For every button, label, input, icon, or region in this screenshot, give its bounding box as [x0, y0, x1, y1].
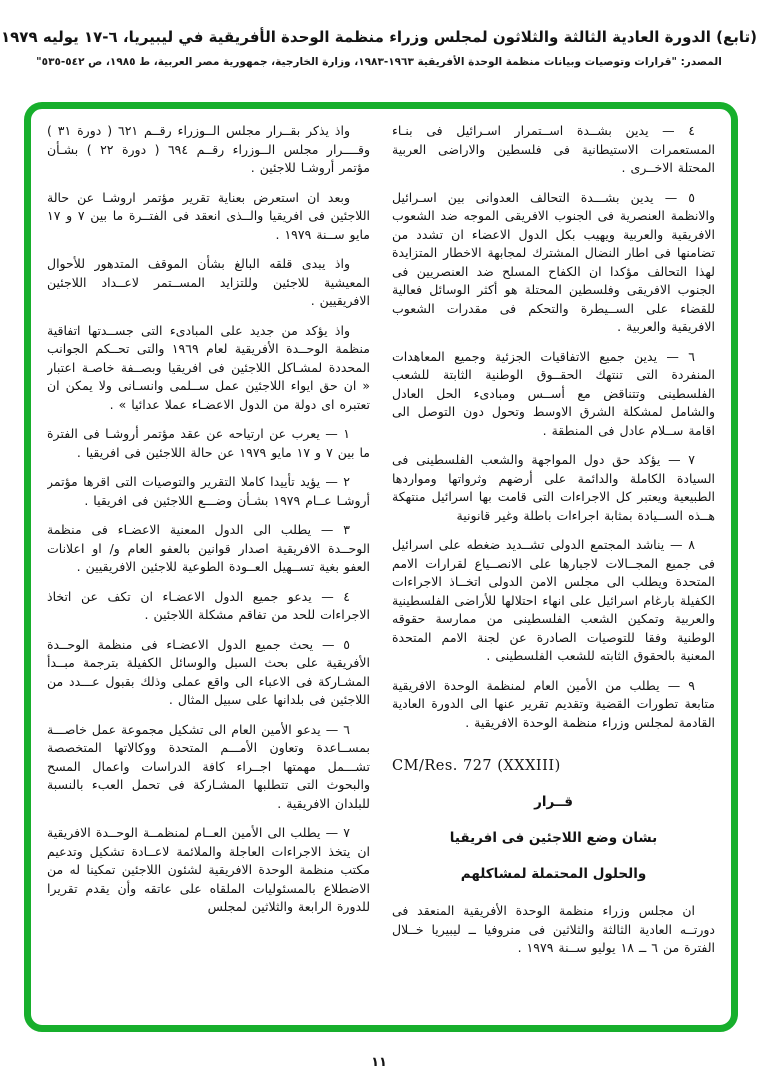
operative-3: ٣ — يطلب الى الدول المعنية الاعضـاء فى منظمة الوحــدة الافريقية اصدار قوانين بالعفو العام و/ او اعلانات العفو بغية تســهيل العــودة الطوعية للاجئين الافريقيين .	[47, 522, 370, 574]
resolution-heading-3: والحلول المحتملة لمشاكلهم	[460, 866, 647, 882]
green-frame	[24, 102, 738, 1032]
header-source-line: المصدر: "قرارات وتوصيات وبيانات منظمة الوحدة الأفريقية ١٩٦٣-١٩٨٣، وزارة الخارجية، جمهورية مصر العربية، ط ١٩٨٥، ص ٥٤٢-٥٣٥"	[36, 56, 722, 68]
paragraph-9: ٩ — يطلب من الأمين العام لمنظمة الوحدة الافريقية متابعة تطورات القضية وتقديم تقرير عنها الى الدورة العادية القادمة لمجلس وزراء منظمة الوحدة الافريقية .	[392, 677, 715, 730]
two-column-layout	[47, 122, 715, 1015]
page-number: ١١	[371, 1055, 387, 1070]
resolution-intro: ان مجلس وزراء منظمة الوحدة الأفريقية المنعقد فى دورتــه العادية الثالثة والثلاثين فى منروفيا ــ ليبيريا خــلال الفترة من ٦ ــ ١٨ يوليو ســنة ١٩٧٩ .	[392, 903, 715, 955]
operative-5: ٥ — يحث جميع الدول الاعضـاء فى منظمة الوحــدة الأفريقية على بحث السبل والوسائل الكفيلة بترجمة مبــدأ المشـاركة فى الاعباء الى واقع عملى وذلك بقبول عـــدد من اللاجئين فى بلدانها على سبيل المثال .	[47, 636, 370, 707]
paragraph-8: ٨ — يناشد المجتمع الدولى تشــديد ضغطه على اسرائيل فى جميع المجــالات لاجبارها على الانصــياع لقرارات الامم المتحدة ويطلب الى مجلس الامن الدولى اتخــاذ الاجراءات الكفيلة بارغام اسرائيل على انهاء احتلالها للأراضى الفلسطينية والعربية وتمكين الشعب الفلسطينى من ممارسة حقوقه الوطنية وفقا للتوصيات الصادرة عن لجنة الامم المتحدة المعنية بالحقوق الثابته للشعب الفلسطينى .	[392, 537, 715, 663]
operative-1: ١ — يعرب عن ارتياحه عن عقد مؤتمر أروشـا فى الفترة ما بين ٧ و ١٧ مايو ١٩٧٩ عن حالة اللاجئين فى افريقيا .	[47, 426, 370, 460]
preamble-4: واذ يؤكد من جديد على المبادىء التى جســدتها اتفاقية منظمة الوحــدة الأفريقية لعام ١٩٦٩ والتى تحــكم الجوانب المحددة لمشـاكل اللاجئين فى افريقيا وبصــفة خاصـة اعتبار « ان حق ايواء اللاجئين عمل ســلمى وانسـانى ولا يمكن ان تعتبره اى دولة من الدول الاعضـاء عملا عدائيا » .	[47, 322, 370, 412]
paragraph-7: ٧ — يؤكد حق دول المواجهة والشعب الفلسطينى فى السيادة الكاملة والدائمة على أرضهم وثرواتها ومواردها الطبيعية ويعتبر كل الاجراءات التى قامت بها اسرائيل منتهكة هــذه الســيادة بمثابة اجراءات باطلة وغير قانونية	[392, 452, 715, 523]
paragraph-6: ٦ — يدين جميع الاتفاقيات الجزئية وجميع المعاهدات المنفردة التى تنتهك الحقــوق الوطنية الثابتة للشعب الفلسطينى وتتناقض مع أســس ومبادىء الحل العادل والشامل لمشكلة الشرق الاوسط وتحول دون التوصل الى اقامة ســلام عادل فى المنطقة .	[392, 348, 715, 438]
column-right	[392, 122, 715, 1015]
resolution-heading-1: قــرار	[534, 794, 573, 810]
column-left	[47, 122, 370, 1015]
page-header	[0, 28, 758, 68]
header-title: (تابع) الدورة العادية الثالثة والثلاثون لمجلس وزراء منظمة الوحدة الأفريقية في ليبيريا، ٦-١٧ يوليه ١٩٧٩	[1, 28, 757, 46]
resolution-heading-2: بشان وضع اللاجئين فى افريقيا	[449, 830, 658, 846]
preamble-1: واذ يذكر بقــرار مجلس الــوزراء رقــم ٦٢١ ( دورة ٣١ ) وقــــرار مجلس الــوزراء رقــم ٦٩٤ ( دورة ٢٢ ) بشـأن مؤتمر أروشـا للاجئين .	[47, 123, 370, 175]
preamble-2: وبعد ان استعرض بعناية تقرير مؤتمر اروشـا عن حالة اللاجئين فى افريقيا والــذى انعقد فى الفتــرة ما بين ٧ و ١٧ مايو ســنة ١٩٧٩ .	[47, 189, 371, 242]
paragraph-5: ٥ — يدين بشـــدة التحالف العدوانى بين اسـرائيل والانظمة العنصرية فى الجنوب الافريقى الموجه ضد الشعوب الافريقية والعربية ويهيب بكل الدول الاعضاء ان تشدد من تضامنها فى اطار النضال المشترك لمجابهة الاخطار المتزايدة لهذا التحالف مؤكدا ان الكفاح المسلح ضد العنصريين فى الجنوب الافريقى وفلسطين المحتلة هو أكثر الوسائل فعالية للقضاء على الســيطرة والتحكم فى مقدرات الشعوب الافريقية والعربية .	[392, 189, 715, 334]
operative-2: ٢ — يؤيد تأييدا كاملا التقرير والتوصيات التى اقرها مؤتمر أروشـا عــام ١٩٧٩ بشـأن وضـــع اللاجئين فى افريقيا .	[47, 474, 370, 508]
operative-7: ٧ — يطلب الى الأمين العــام لمنظمــة الوحــدة الافريقية ان يتخذ الاجراءات العاجلة والملائمة لاعــادة تشكيل وتدعيم مكتب منظمة الوحدة الافريقية لشئون اللاجئين تمكينا له من الاضطلاع بالمسئوليات الملقاه على عاتقه وأن يقدم تقريرا للدورة الرابعة والثلاثين لمجلس	[47, 825, 370, 914]
paragraph-4: ٤ — يدين بشــدة اســتمرار اسـرائيل فى بنـاء المستعمرات الاستيطانية فى فلسطين والاراضى العربية المحتلة الاخــرى .	[392, 123, 715, 175]
page-footer	[0, 1055, 758, 1070]
operative-6: ٦ — يدعو الأمين العام الى تشكيل مجموعة عمل خاصـــة بمســاعدة وتعاون الأمـــم المتحدة ووكالاتها المتخصصة تشـــمل مهمتها اجــراء كافة الدراسات واعمال المسح والبحوث التى تتطلبها المشـاركة فى تحمل العبء بالنسبة للبلدان الافريقية .	[47, 721, 370, 811]
resolution-id: CM/Res. 727 (XXXIII)	[392, 758, 561, 774]
operative-4: ٤ — يدعو جميع الدول الاعضـاء ان تكف عن اتخاذ الاجراءات للحد من تفاقم مشكلة اللاجئين .	[47, 588, 370, 622]
preamble-3: واذ يبدى قلقه البالغ بشأن الموقف المتدهور للأحوال المعيشية للاجئين وللتزايد المســتمر لاعــداد اللاجئين الافريقيين .	[47, 256, 370, 308]
